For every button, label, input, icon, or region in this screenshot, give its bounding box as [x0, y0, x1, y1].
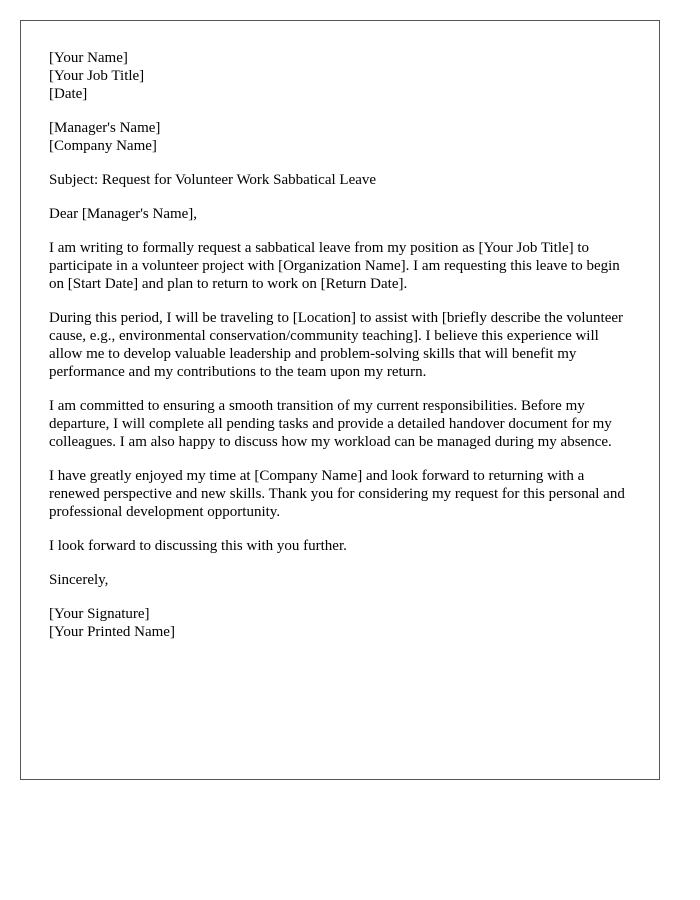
sender-block [49, 49, 633, 103]
recipient-block [49, 119, 633, 155]
subject-line: Subject: Request for Volunteer Work Sabbatical Leave [49, 172, 377, 188]
sender-job-title: [Your Job Title] [49, 68, 145, 84]
recipient-manager-name: [Manager's Name] [49, 120, 161, 136]
signature-placeholder: [Your Signature] [49, 606, 150, 622]
body-paragraph-5: I look forward to discussing this with you further. [49, 538, 347, 554]
body-paragraph-4: I have greatly enjoyed my time at [Company Name] and look forward to returning with a renewed perspective and new skills. Thank you for considering my request for this personal and professional development opportunity. [49, 468, 625, 520]
signature-block [49, 605, 633, 641]
recipient-company-name: [Company Name] [49, 138, 157, 154]
salutation: Dear [Manager's Name], [49, 206, 198, 222]
sender-name: [Your Name] [49, 50, 128, 66]
body-paragraph-3: I am committed to ensuring a smooth transition of my current responsibilities. Before my departure, I will complete all pending tasks and provide a detailed handover document for my colleagues. I am also happy to discuss how my workload can be managed during my absence. [49, 398, 612, 450]
body-paragraph-2: During this period, I will be traveling to [Location] to assist with [briefly describe the volunteer cause, e.g., environmental conservation/community teaching]. I believe this experience will allow me to develop valuable leadership and problem-solving skills that will benefit my performance and my contributions to the team upon my return. [49, 310, 624, 380]
letter-date: [Date] [49, 86, 88, 102]
printed-name: [Your Printed Name] [49, 624, 175, 640]
body-paragraph-1: I am writing to formally request a sabbatical leave from my position as [Your Job Title] to participate in a volunteer project with [Organization Name]. I am requesting this leave to begin on [Start Date] and plan to return to work on [Return Date]. [49, 240, 620, 292]
letter-page [20, 20, 660, 780]
letter-content [49, 49, 633, 657]
closing: Sincerely, [49, 572, 109, 588]
